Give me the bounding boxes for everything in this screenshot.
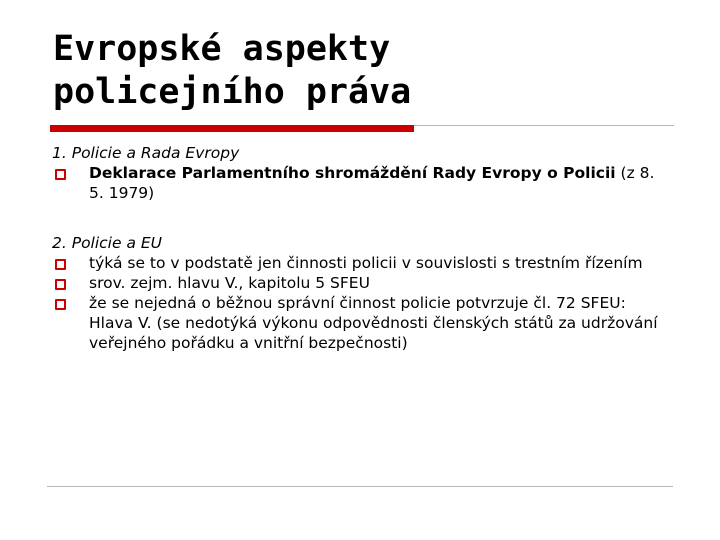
- slide-title: [53, 28, 411, 114]
- slide-title-line-1: Evropské aspekty: [53, 29, 391, 69]
- section-rada-evropy: [52, 143, 672, 203]
- slide-title-line-2: policejního práva: [53, 72, 412, 112]
- section-heading: 2. Policie a EU: [52, 234, 163, 252]
- section-eu: [52, 233, 672, 353]
- hollow-square-bullet-icon: [55, 169, 66, 180]
- list-item-text: týká se to v podstatě jen činnosti policii v souvislosti s trestním řízením: [89, 254, 643, 272]
- list-item: [52, 163, 672, 203]
- title-divider-line: [414, 125, 674, 126]
- list-item-text: srov. zejm. hlavu V., kapitolu 5 SFEU: [89, 274, 370, 292]
- title-accent-bar: [50, 125, 414, 132]
- list-item: [52, 273, 672, 293]
- list-item-bold-text: Deklarace Parlamentního shromáždění Rady Evropy o Policii: [89, 164, 616, 182]
- hollow-square-bullet-icon: [55, 299, 66, 310]
- footer-divider-line: [47, 486, 673, 487]
- section-heading: 1. Policie a Rada Evropy: [52, 144, 240, 162]
- hollow-square-bullet-icon: [55, 259, 66, 270]
- list-item: [52, 293, 672, 353]
- list-item-text: (z 8. 5. 1979): [89, 164, 655, 202]
- hollow-square-bullet-icon: [55, 279, 66, 290]
- list-item: [52, 253, 672, 273]
- list-item-text: že se nejedná o běžnou správní činnost policie potvrzuje čl. 72 SFEU: Hlava V. (se nedotýká výkonu odpovědnosti členských států za udržování veřejného pořádku a vnitřní bezpečnosti): [89, 294, 658, 352]
